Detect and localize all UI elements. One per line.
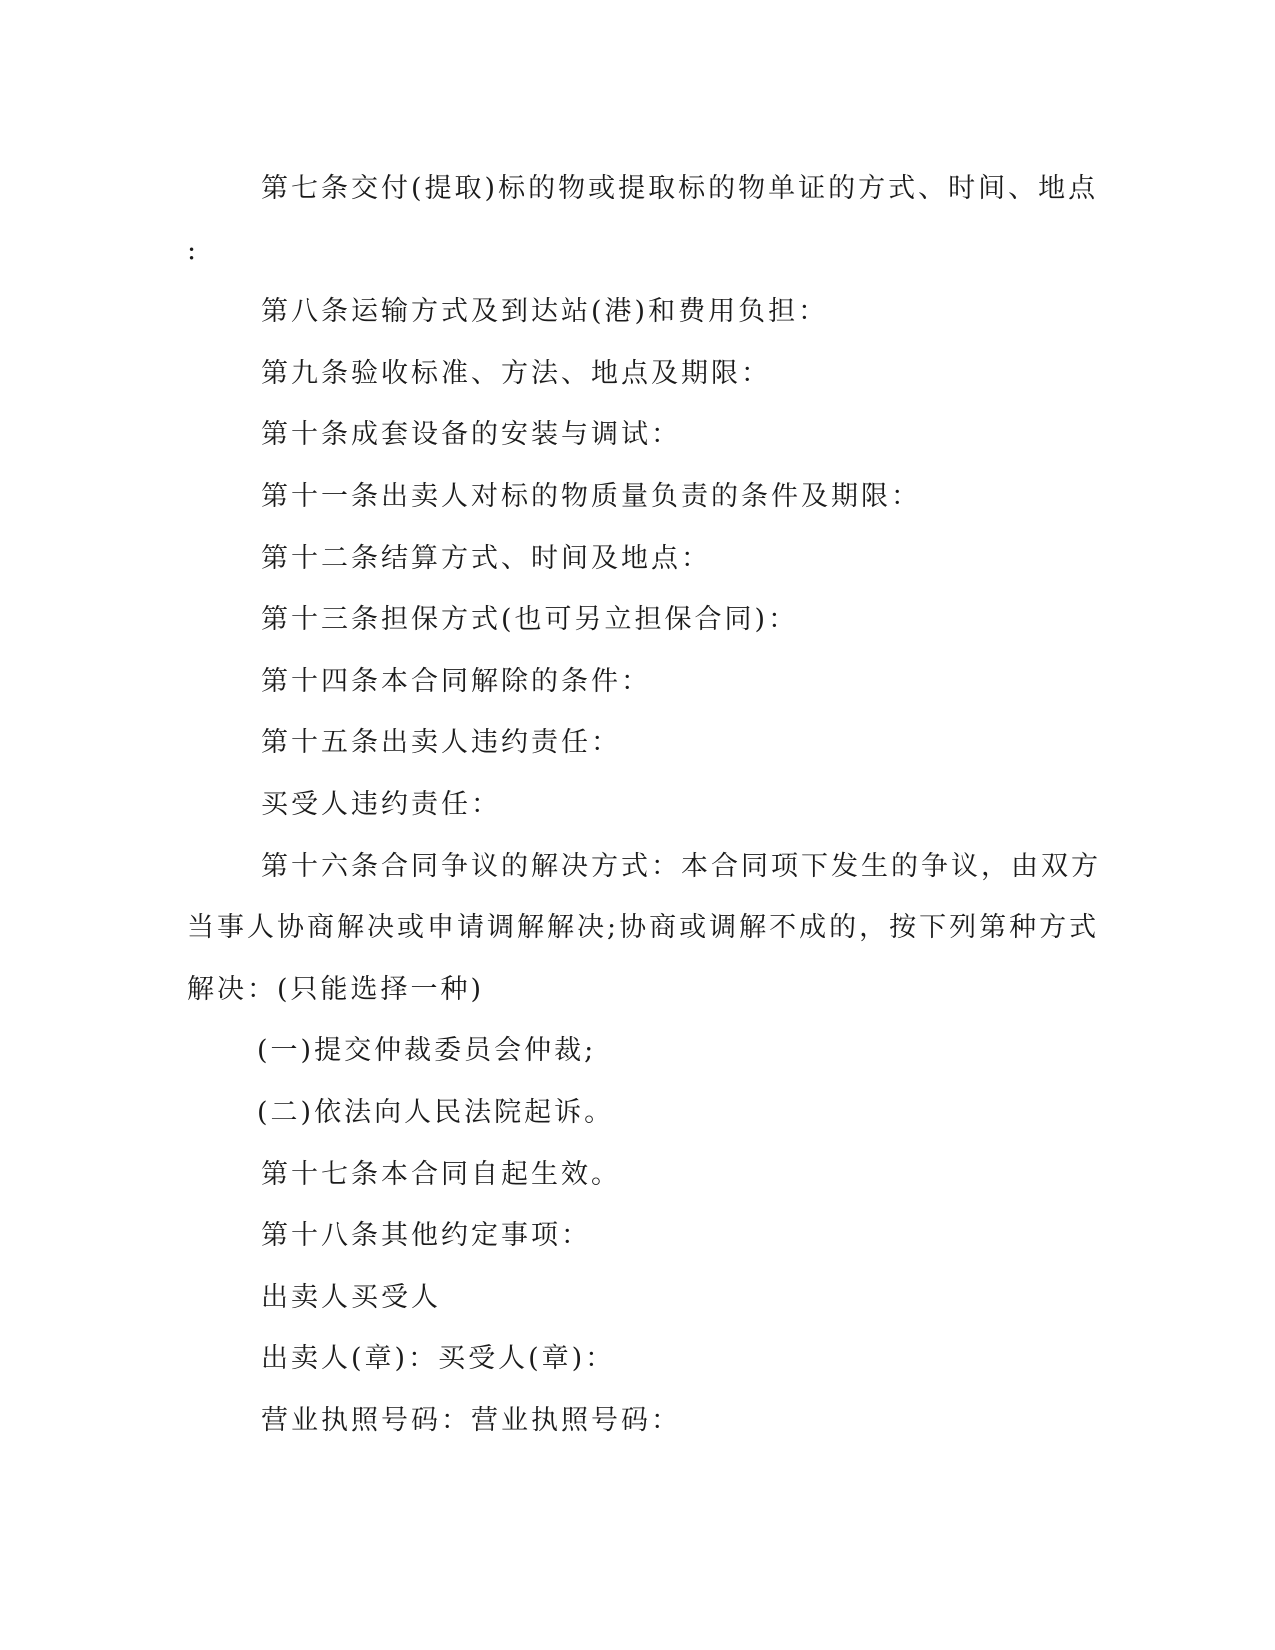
clause-18: 第十八条其他约定事项： (261, 1220, 591, 1252)
clause-12: 第十二条结算方式、时间及地点： (261, 542, 711, 574)
clause-15: 第十五条出卖人违约责任： (261, 727, 621, 759)
clause-9: 第九条验收标准、方法、地点及期限： (261, 357, 771, 389)
parties-heading: 出卖人买受人 (261, 1281, 441, 1313)
parties-license: 营业执照号码：营业执照号码： (261, 1404, 681, 1436)
clause-14: 第十四条本合同解除的条件： (261, 665, 651, 697)
clause-16-continuation-1: 当事人协商解决或申请调解解决;协商或调解不成的，按下列第种方式 (187, 912, 1100, 944)
clause-16-continuation-2: 解决：(只能选择一种) (187, 973, 485, 1005)
clause-13: 第十三条担保方式(也可另立担保合同)： (261, 604, 799, 636)
clause-7-continuation: : (187, 234, 200, 266)
clause-8: 第八条运输方式及到达站(港)和费用负担： (261, 296, 829, 328)
clause-7: 第七条交付(提取)标的物或提取标的物单证的方式、时间、地点 (261, 173, 1099, 204)
parties-seal: 出卖人(章)：买受人(章)： (261, 1343, 616, 1375)
document-body (187, 158, 1101, 1451)
option-arbitration: (一)提交仲裁委员会仲裁; (257, 1035, 597, 1067)
clause-15-buyer: 买受人违约责任： (261, 788, 501, 820)
clause-16: 第十六条合同争议的解决方式：本合同项下发生的争议，由双方 (261, 850, 1101, 882)
option-litigation: (二)依法向人民法院起诉。 (257, 1096, 615, 1128)
clause-11: 第十一条出卖人对标的物质量负责的条件及期限： (261, 480, 921, 512)
clause-10: 第十条成套设备的安装与调试： (261, 419, 681, 451)
clause-17: 第十七条本合同自起生效。 (261, 1158, 621, 1190)
